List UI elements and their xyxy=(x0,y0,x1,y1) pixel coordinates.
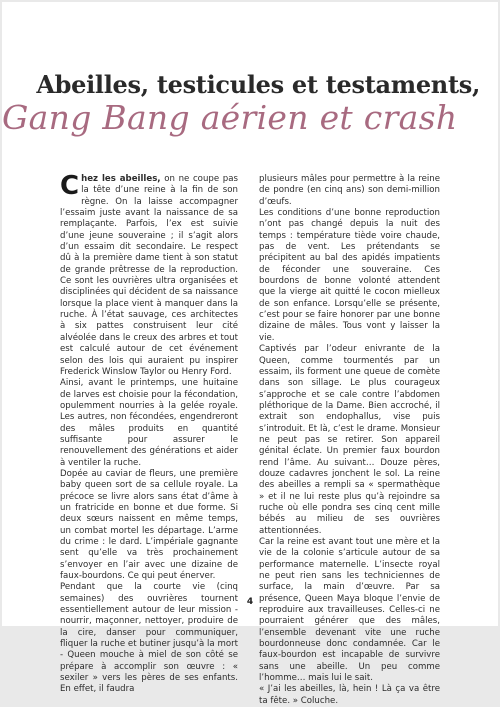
paragraph: Ainsi, avant le printemps, une huitaine de larves est choisie pour la fécondation, opulemment nourries à la gelée royale. Les autres, non fécondées, engendreront des mâles produits en quantité suffisante pour assurer le renouvellement des générations et aider à ventiler la ruche. xyxy=(60,378,238,468)
quote-paragraph: « J’ai les abeilles, là, hein ! Là ça va être ta fête. » Coluche. xyxy=(259,684,440,706)
title-line-1: Abeilles, testicules et testaments, xyxy=(36,70,480,99)
lead-in: hez les abeilles, xyxy=(81,174,161,184)
paragraph: Dopée au caviar de fleurs, une première baby queen sort de sa cellule royale. La précoce se livre alors sans état d’âme à un fratricide en bonne et due forme. Si deux sœurs naissent en même temps, un combat mortel les départage. L’arme du crime : le dard. L’impériale gagnante sent qu’elle va très prochainement s’envoyer en l’air avec une dizaine de faux-bourdons. Ce qui peut énerver. xyxy=(60,468,238,582)
book-page xyxy=(2,2,498,706)
drop-cap: C xyxy=(60,171,80,201)
paragraph xyxy=(60,171,238,378)
paragraph-text: on ne coupe pas la tête d’une reine à la fin de son règne. On la laisse accompagner l’essaim juste avant la naissance de sa remplaçante. Parfois, l’ex est suivie d’une jeune souveraine ; il s’agit alors d’un essaim dit secondaire. Le respect dû à la première dame tient à son statut de grande prêtresse de la reproduction. Ce sont les ouvrières ultra organisées et disciplinées qui décident de sa naissance lorsque la place vient à manquer dans la ruche. À l’état sauvage, ces architectes à six pattes construisent leur cité alvéolée dans le creux des arbres et tout est calculé autour de cet événement selon des lois qui auraient pu inspirer Frederick Winslow Taylor ou Henry Ford. xyxy=(60,174,238,377)
paragraph: Car la reine est avant tout une mère et la vie de la colonie s’articule autour de sa performance maternelle. L’insecte royal ne peut rien sans les techniciennes de surface, la main d’œuvre. Par sa présence, Queen Maya bloque l’envie de reproduire aux travailleuses. Celles-ci ne pourraient générer que des mâles, l’ensemble devenant vite une ruche bourdonneuse donc condamnée. Car le faux-bourdon est incapable de survivre sans une abeille. Un peu comme l’homme… mais lui le sait. xyxy=(259,537,440,684)
title-line-2: Gang Bang aérien et crash xyxy=(2,98,458,137)
left-column xyxy=(60,171,238,696)
paragraph: Les conditions d’une bonne reproduction n’ont pas changé depuis la nuit des temps : température tiède voire chaude, pas de vent. Les prétendants se précipitent au bal des apidés impatients de féconder une souveraine. Ces bourdons de bonne volonté attendent que la vierge ait quitté le cocon mielleux de son enfance. Lorsqu’elle se présente, c’est pour se faire honorer par une bonne dizaine de mâles. Tous vont y laisser la vie. xyxy=(259,208,440,343)
paragraph: plusieurs mâles pour permettre à la reine de pondre (en cinq ans) son demi-million d’œufs. xyxy=(259,174,440,207)
right-column xyxy=(259,174,440,707)
paragraph: Pendant que la courte vie (cinq semaines) des ouvrières tournent essentiellement autour de leur mission - nourrir, maçonner, nettoyer, produire de la cire, danser pour communiquer, fliquer la ruche et butiner jusqu’à la mort - Queen mouche à miel de son côté se prépare à accomplir son œuvre : « sexiler » vers les pères de ses enfants. En effet, il faudra xyxy=(60,582,238,695)
paragraph: Captivés par l’odeur enivrante de la Queen, comme tourmentés par un essaim, ils forment une queue de comète dans son sillage. Le plus courageux s’approche et se cale contre l’abdomen pléthorique de la Dame. Bien accroché, il extrait son endophallus, vise puis s’introduit. Et là, c’est le drame. Monsieur ne peut pas se retirer. Son appareil génital éclate. Un premier faux bourdon rend l’âme. Au suivant… Douze pères, douze cadavres jonchent le sol. La reine des abeilles a rempli sa « spermathèque » et il ne lui reste plus qu’à rejoindre sa ruche où elle pondra ses cinq cent mille bébés au milieu de ses ouvrières attentionnées. xyxy=(259,344,440,536)
page-number: 4 xyxy=(246,597,254,607)
